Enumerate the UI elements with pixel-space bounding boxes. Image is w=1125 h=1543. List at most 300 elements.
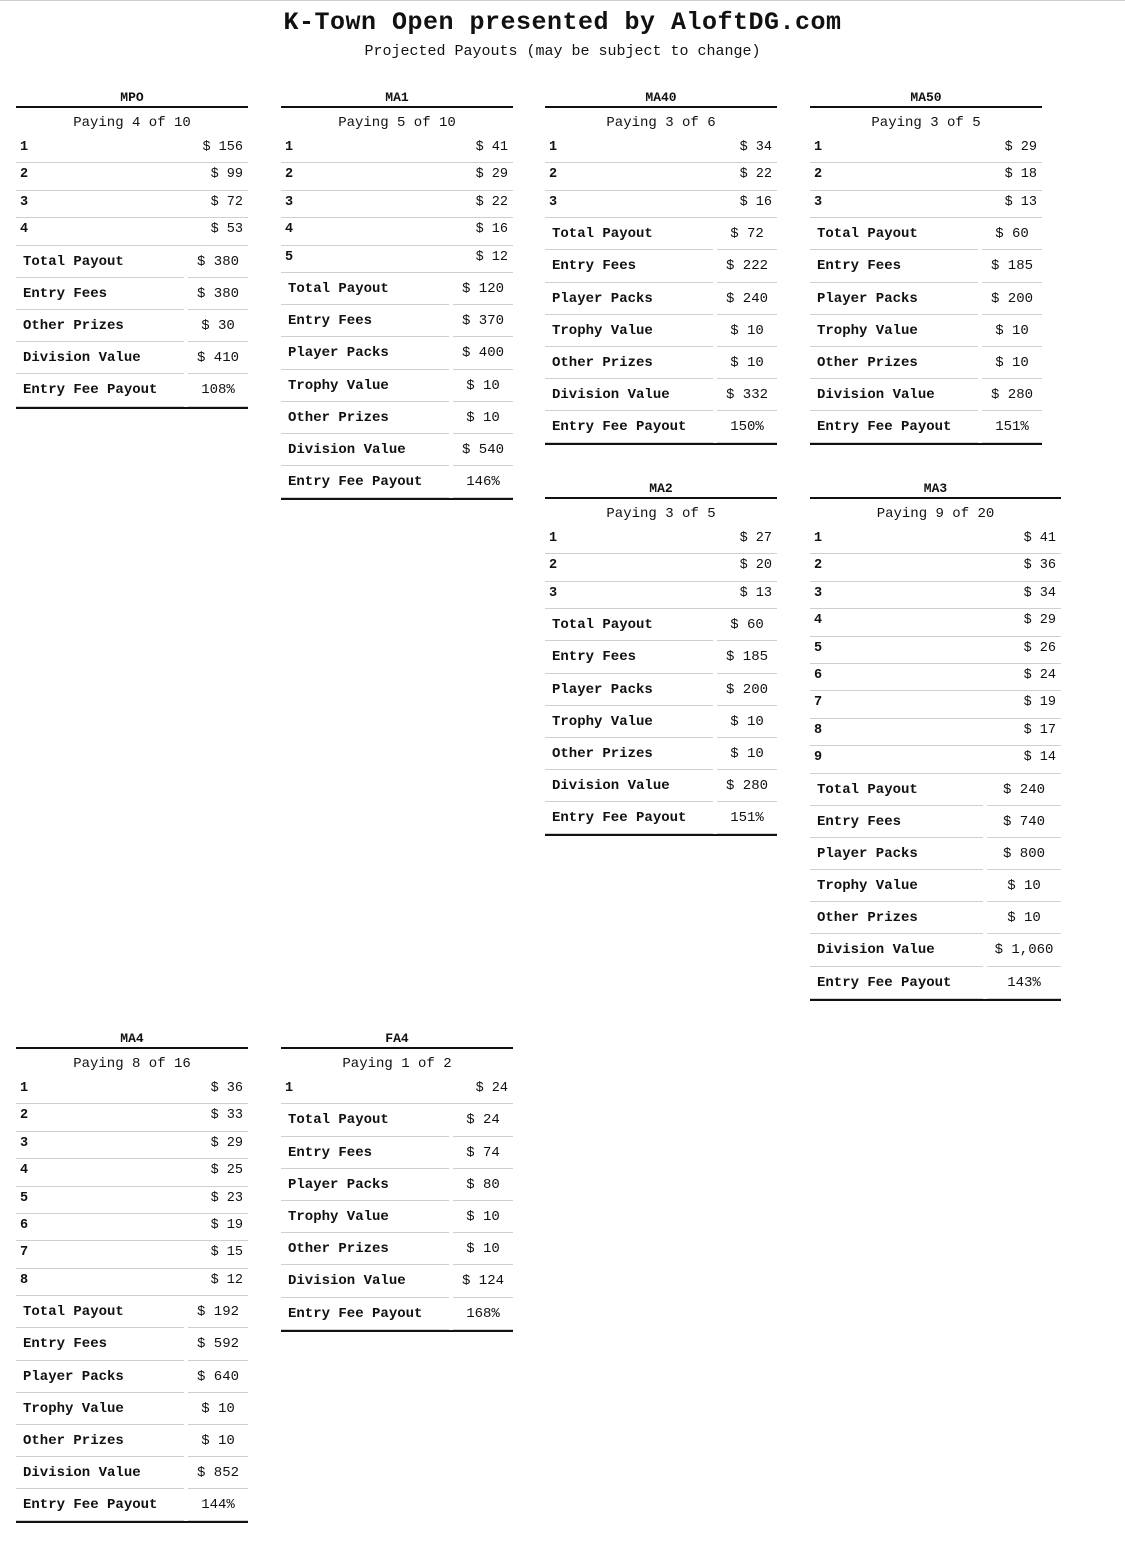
payout-amount: $ 12 [210,1272,243,1288]
payout-row [810,191,1042,218]
summary-label: Division Value [810,379,978,411]
summary-row [545,283,777,315]
division-ma40 [545,90,777,445]
summary-label: Player Packs [281,337,449,369]
division-name: MA1 [385,90,409,105]
division-name: MA3 [923,481,948,496]
summary-value: $ 10 [982,347,1042,379]
division-ma4 [16,1031,248,1523]
summary-value: 151% [717,802,777,834]
summary-row [281,1233,513,1265]
payout-amount: $ 53 [210,222,243,238]
summary-label: Entry Fees [16,1328,184,1360]
summary-label: Entry Fee Payout [281,1298,449,1330]
summary-row [810,902,1061,934]
division-bottom-rule [281,1330,513,1332]
summary-value: 168% [453,1298,513,1330]
summary-label: Player Packs [16,1361,184,1393]
division-name: FA4 [385,1031,409,1046]
summary-value: $ 124 [453,1265,513,1297]
summary-row [810,347,1042,379]
payout-amount: $ 14 [1023,750,1056,766]
summary-label: Total Payout [810,218,978,250]
summary-value: $ 74 [453,1137,513,1169]
payout-row [16,1132,248,1159]
summary-value: $ 540 [453,434,513,466]
division-bottom-rule [545,443,777,445]
payout-amount: $ 41 [475,140,508,155]
summary-label: Entry Fees [545,641,713,673]
summary-label: Player Packs [281,1169,449,1201]
summary-value: $ 592 [188,1328,248,1360]
payout-amount: $ 12 [475,249,508,265]
summary-value: $ 10 [717,738,777,770]
payout-amount: $ 72 [210,194,243,210]
summary-value: $ 1,060 [987,934,1061,966]
summary-label: Entry Fee Payout [810,967,983,999]
summary-row [16,342,248,374]
payout-amount: $ 156 [202,140,243,155]
summary-value: $ 240 [717,283,777,315]
summary-value: $ 80 [453,1169,513,1201]
place-label: 6 [814,667,823,683]
place-label: 1 [814,140,823,155]
summary-label: Entry Fee Payout [810,411,978,443]
payout-amount: $ 34 [739,140,772,155]
payout-row [810,527,1061,554]
summary-label: Division Value [16,1457,184,1489]
division-fa4 [281,1031,513,1332]
payout-row [810,746,1061,773]
summary-value: $ 10 [987,902,1061,934]
payout-amount: $ 36 [210,1081,243,1096]
payout-amount: $ 29 [1004,140,1037,155]
summary-label: Trophy Value [281,1201,449,1233]
summary-value: $ 10 [453,370,513,402]
payout-amount: $ 34 [1023,585,1056,601]
summary-value: $ 640 [188,1361,248,1393]
summary-label: Trophy Value [281,370,449,402]
place-label: 1 [285,1081,294,1096]
summary-label: Total Payout [16,246,184,278]
summary-label: Other Prizes [810,347,978,379]
summary-label: Trophy Value [810,315,978,347]
place-label: 3 [20,1135,29,1151]
payout-row [16,1077,248,1104]
division-name: MPO [120,90,144,105]
payout-row [545,136,777,163]
summary-row [545,218,777,250]
division-bottom-rule [545,834,777,836]
summary-value: $ 410 [188,342,248,374]
summary-row [16,1296,248,1328]
summary-value: $ 280 [717,770,777,802]
payout-amount: $ 24 [475,1081,508,1096]
division-ma50 [810,90,1042,445]
summary-row [281,1298,513,1330]
summary-value: $ 24 [453,1104,513,1136]
place-label: 3 [285,194,294,210]
payout-row [16,191,248,218]
summary-label: Division Value [810,934,983,966]
summary-row [810,774,1061,806]
summary-value: $ 240 [987,774,1061,806]
summary-row [810,250,1042,282]
summary-row [16,1489,248,1521]
summary-row [16,1328,248,1360]
place-label: 7 [20,1245,29,1261]
summary-value: $ 400 [453,337,513,369]
summary-label: Entry Fees [545,250,713,282]
payout-row [545,554,777,581]
summary-row [545,347,777,379]
place-label: 2 [814,167,823,183]
summary-row [810,283,1042,315]
summary-row [281,466,513,498]
summary-label: Division Value [281,1265,449,1297]
place-label: 7 [814,695,823,711]
summary-row [281,1169,513,1201]
payout-amount: $ 33 [210,1108,243,1124]
summary-value: $ 380 [188,278,248,310]
summary-row [810,411,1042,443]
payout-row [545,191,777,218]
payout-amount: $ 26 [1023,640,1056,656]
summary-value: $ 740 [987,806,1061,838]
summary-row [16,278,248,310]
place-label: 1 [20,140,29,155]
summary-label: Other Prizes [810,902,983,934]
paying-summary: Paying 3 of 5 [810,106,1042,136]
summary-label: Division Value [545,770,713,802]
payout-row [281,191,513,218]
place-label: 2 [814,558,823,574]
payout-amount: $ 25 [210,1163,243,1179]
summary-row [545,706,777,738]
payout-row [281,1077,513,1104]
paying-summary: Paying 5 of 10 [281,106,513,136]
summary-row [810,838,1061,870]
summary-row [281,1104,513,1136]
summary-row [810,315,1042,347]
payout-amount: $ 17 [1023,722,1056,738]
summary-label: Player Packs [810,838,983,870]
place-label: 4 [20,1163,29,1179]
summary-value: $ 185 [717,641,777,673]
summary-row [545,250,777,282]
summary-value: $ 280 [982,379,1042,411]
place-label: 8 [814,722,823,738]
division-ma2 [545,481,777,836]
payout-row [16,1269,248,1296]
summary-row [810,806,1061,838]
summary-value: $ 222 [717,250,777,282]
summary-value: $ 380 [188,246,248,278]
paying-summary: Paying 3 of 6 [545,106,777,136]
summary-label: Trophy Value [545,706,713,738]
summary-row [281,305,513,337]
payout-amount: $ 13 [739,585,772,601]
summary-row [545,379,777,411]
payout-row [810,609,1061,636]
payout-row [810,637,1061,664]
summary-label: Entry Fees [810,250,978,282]
payout-row [281,218,513,245]
summary-row [810,379,1042,411]
summary-value: $ 200 [717,674,777,706]
summary-row [16,1393,248,1425]
summary-row [545,674,777,706]
summary-row [281,337,513,369]
place-label: 4 [285,222,294,238]
summary-value: $ 185 [982,250,1042,282]
place-label: 2 [285,167,294,183]
place-label: 4 [20,222,29,238]
summary-label: Entry Fees [16,278,184,310]
place-label: 3 [549,585,558,601]
place-label: 3 [549,194,558,210]
summary-row [810,934,1061,966]
payout-row [545,582,777,609]
place-label: 2 [549,167,558,183]
payout-row [16,1187,248,1214]
paying-summary: Paying 4 of 10 [16,106,248,136]
place-label: 9 [814,750,823,766]
payout-row [810,719,1061,746]
summary-label: Trophy Value [545,315,713,347]
summary-value: 108% [188,374,248,406]
summary-value: $ 10 [982,315,1042,347]
division-ma1 [281,90,513,500]
summary-label: Total Payout [545,218,713,250]
summary-value: $ 10 [188,1393,248,1425]
payout-amount: $ 19 [210,1217,243,1233]
summary-row [281,1265,513,1297]
summary-label: Division Value [545,379,713,411]
division-bottom-rule [810,999,1061,1001]
payout-amount: $ 15 [210,1245,243,1261]
summary-value: $ 10 [453,1233,513,1265]
summary-value: $ 10 [717,706,777,738]
summary-row [16,1425,248,1457]
payout-row [16,1214,248,1241]
payout-amount: $ 18 [1004,167,1037,183]
page-title: K-Town Open presented by AloftDG.com [283,8,842,37]
summary-value: $ 60 [717,609,777,641]
division-name: MA2 [649,481,673,496]
payout-row [810,554,1061,581]
summary-value: $ 120 [453,273,513,305]
summary-value: $ 800 [987,838,1061,870]
summary-label: Total Payout [545,609,713,641]
place-label: 1 [20,1081,29,1096]
payout-row [281,136,513,163]
place-label: 3 [814,194,823,210]
summary-label: Entry Fees [810,806,983,838]
summary-label: Player Packs [545,283,713,315]
summary-label: Entry Fee Payout [16,1489,184,1521]
summary-row [281,370,513,402]
payout-amount: $ 20 [739,558,772,574]
paying-summary: Paying 9 of 20 [810,497,1061,527]
summary-value: $ 370 [453,305,513,337]
paying-summary: Paying 3 of 5 [545,497,777,527]
summary-label: Entry Fee Payout [545,802,713,834]
summary-row [16,1361,248,1393]
summary-label: Total Payout [810,774,983,806]
summary-value: $ 332 [717,379,777,411]
payout-amount: $ 36 [1023,558,1056,574]
summary-label: Total Payout [281,1104,449,1136]
payout-row [810,691,1061,718]
payout-amount: $ 22 [739,167,772,183]
summary-label: Total Payout [16,1296,184,1328]
place-label: 3 [20,194,29,210]
payout-amount: $ 29 [210,1135,243,1151]
place-label: 2 [20,1108,29,1124]
place-label: 5 [285,249,294,265]
summary-value: 144% [188,1489,248,1521]
summary-row [545,770,777,802]
place-label: 2 [549,558,558,574]
place-label: 2 [20,167,29,183]
summary-label: Other Prizes [281,1233,449,1265]
summary-label: Other Prizes [16,310,184,342]
payout-amount: $ 16 [475,222,508,238]
place-label: 1 [549,140,558,155]
summary-value: $ 30 [188,310,248,342]
page-subtitle: Projected Payouts (may be subject to change) [364,43,761,60]
summary-label: Other Prizes [545,347,713,379]
summary-row [16,1457,248,1489]
payout-row [281,246,513,273]
summary-row [545,609,777,641]
place-label: 1 [285,140,294,155]
division-name: MA50 [910,90,942,105]
place-label: 6 [20,1217,29,1233]
payout-amount: $ 13 [1004,194,1037,210]
summary-row [545,738,777,770]
summary-label: Entry Fees [281,305,449,337]
summary-label: Total Payout [281,273,449,305]
payout-amount: $ 19 [1023,695,1056,711]
summary-value: $ 10 [717,315,777,347]
division-bottom-rule [16,1521,248,1523]
summary-label: Other Prizes [16,1425,184,1457]
summary-row [545,641,777,673]
summary-value: 143% [987,967,1061,999]
summary-row [810,218,1042,250]
summary-row [16,310,248,342]
payout-row [810,664,1061,691]
payout-amount: $ 22 [475,194,508,210]
payout-amount: $ 27 [739,531,772,546]
summary-value: $ 852 [188,1457,248,1489]
summary-row [281,273,513,305]
summary-label: Entry Fee Payout [545,411,713,443]
division-bottom-rule [281,498,513,500]
paying-summary: Paying 1 of 2 [281,1047,513,1077]
summary-row [545,802,777,834]
payout-row [16,218,248,245]
summary-label: Entry Fee Payout [16,374,184,406]
summary-row [810,967,1061,999]
summary-label: Other Prizes [545,738,713,770]
summary-row [545,315,777,347]
payout-row [281,163,513,190]
summary-row [281,1201,513,1233]
summary-value: $ 10 [453,402,513,434]
payout-row [16,136,248,163]
payout-amount: $ 24 [1023,667,1056,683]
summary-label: Entry Fees [281,1137,449,1169]
payout-row [16,1104,248,1131]
summary-label: Division Value [281,434,449,466]
place-label: 1 [814,531,823,546]
summary-value: 151% [982,411,1042,443]
payout-row [810,136,1042,163]
top-rule [0,0,1125,1]
summary-value: $ 10 [717,347,777,379]
place-label: 8 [20,1272,29,1288]
division-name: MA40 [645,90,677,105]
place-label: 3 [814,585,823,601]
summary-value: $ 192 [188,1296,248,1328]
summary-value: $ 200 [982,283,1042,315]
place-label: 1 [549,531,558,546]
division-bottom-rule [810,443,1042,445]
summary-value: $ 10 [453,1201,513,1233]
place-label: 5 [20,1190,29,1206]
summary-row [16,374,248,406]
payout-row [545,163,777,190]
payout-amount: $ 29 [1023,613,1056,629]
summary-row [810,870,1061,902]
summary-value: $ 10 [987,870,1061,902]
payout-row [16,1159,248,1186]
payout-row [16,163,248,190]
summary-row [281,1137,513,1169]
summary-label: Trophy Value [810,870,983,902]
payout-row [810,163,1042,190]
payout-amount: $ 23 [210,1190,243,1206]
division-name: MA4 [120,1031,144,1046]
summary-label: Player Packs [545,674,713,706]
paying-summary: Paying 8 of 16 [16,1047,248,1077]
summary-row [545,411,777,443]
summary-value: $ 72 [717,218,777,250]
summary-label: Other Prizes [281,402,449,434]
summary-value: $ 60 [982,218,1042,250]
summary-value: 150% [717,411,777,443]
payout-amount: $ 99 [210,167,243,183]
division-ma3 [810,481,1061,1001]
summary-value: 146% [453,466,513,498]
place-label: 4 [814,613,823,629]
division-bottom-rule [16,407,248,409]
summary-row [16,246,248,278]
payout-amount: $ 41 [1023,531,1056,546]
summary-value: $ 10 [188,1425,248,1457]
summary-label: Division Value [16,342,184,374]
payout-amount: $ 29 [475,167,508,183]
summary-label: Entry Fee Payout [281,466,449,498]
summary-label: Player Packs [810,283,978,315]
division-mpo [16,90,248,409]
summary-row [281,402,513,434]
summary-row [281,434,513,466]
place-label: 5 [814,640,823,656]
